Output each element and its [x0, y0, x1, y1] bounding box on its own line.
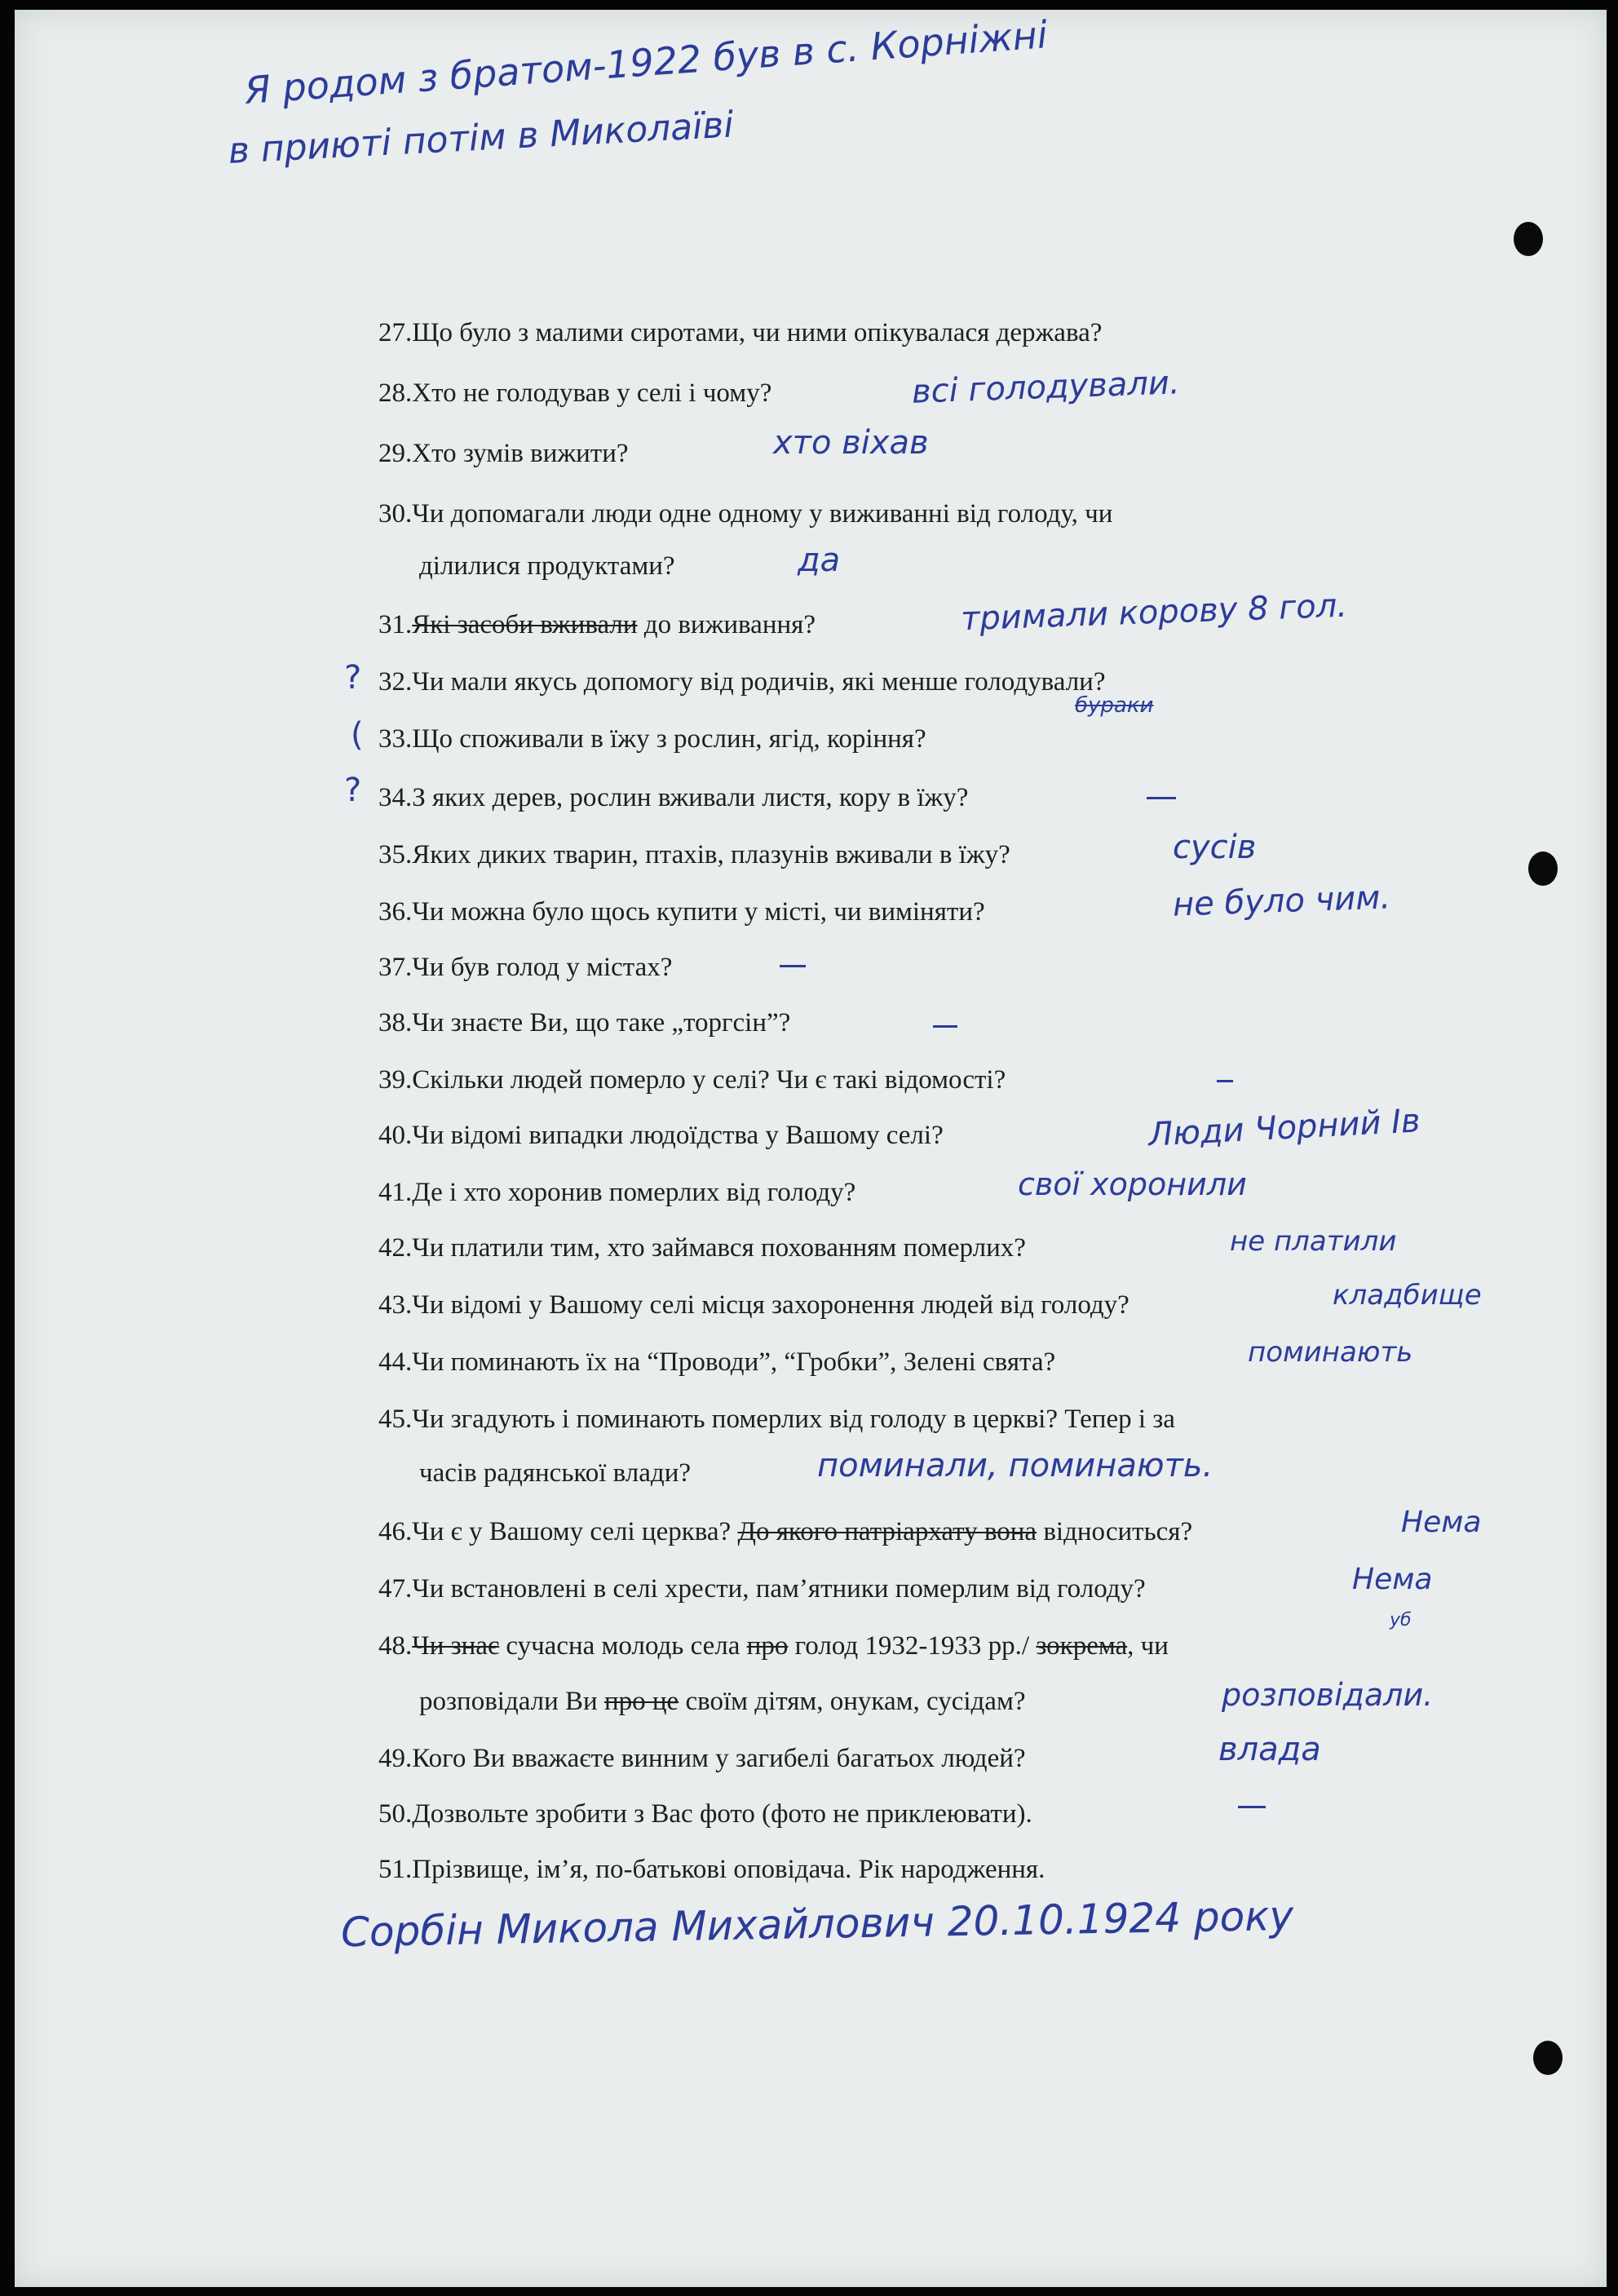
answer-37-dash — [780, 965, 806, 967]
answer-29: хто віхав — [773, 424, 929, 462]
answer-48-caret: уб — [1390, 1610, 1412, 1630]
punch-hole-middle — [1528, 852, 1558, 886]
question-39: 39.Скільки людей померло у селі? Чи є такі відомості? — [378, 1065, 1006, 1095]
answer-49: влада — [1218, 1731, 1321, 1768]
question-29: 29.Хто зумів вижити? — [378, 439, 629, 468]
answer-43: кладбище — [1333, 1279, 1482, 1312]
answer-40: Люди Чорний Ів — [1147, 1102, 1421, 1154]
question-28: 28.Хто не голодував у селі і чому? — [378, 378, 772, 408]
answer-34-dash — [1147, 797, 1176, 799]
answer-30: да — [798, 542, 841, 579]
question-32: 32.Чи мали якусь допомогу від родичів, які менше голодували? — [378, 667, 1106, 697]
punch-hole-top — [1514, 222, 1543, 256]
answer-41: свої хоронили — [1018, 1166, 1247, 1202]
question-30: 30.Чи допомагали люди одне одному у виживанні від голоду, чи — [378, 499, 1113, 529]
header-note-line2: в приюті потім в Миколаїві — [227, 104, 735, 172]
answer-44: поминають — [1248, 1336, 1413, 1369]
question-31: 31.Які засоби вживали до виживання? — [378, 610, 816, 639]
answer-50-dash — [1238, 1806, 1266, 1808]
question-38: 38.Чи знаєте Ви, що таке „торгсін”? — [378, 1008, 791, 1037]
answer-35: сусів — [1173, 829, 1257, 866]
answer-39-dash — [1217, 1080, 1233, 1082]
answer-45: поминали, поминають. — [817, 1447, 1214, 1484]
answer-31: тримали корову 8 гол. — [960, 586, 1348, 639]
answer-33-struck: бураки — [1075, 693, 1154, 718]
question-27: 27.Що було з малими сиротами, чи ними опікувалася держава? — [378, 318, 1103, 347]
answer-42: не платили — [1230, 1225, 1397, 1258]
answer-28: всі голодували. — [911, 364, 1181, 411]
question-35: 35.Яких диких тварин, птахів, плазунів вживали в їжу? — [378, 840, 1010, 869]
punch-hole-bottom — [1533, 2041, 1563, 2075]
question-50: 50.Дозвольте зробити з Вас фото (фото не приклеювати). — [378, 1799, 1032, 1829]
answer-48: розповідали. — [1222, 1677, 1434, 1713]
question-30-continued: ділилися продуктами? — [419, 551, 675, 581]
margin-question-mark-2: ? — [344, 772, 362, 809]
header-note-line1: Я родом з братом-1922 був в с. Корніжні — [243, 12, 1050, 113]
answer-36: не було чим. — [1172, 878, 1391, 924]
question-42: 42.Чи платили тим, хто займався похованням померлих? — [378, 1233, 1026, 1263]
question-33: 33.Що споживали в їжу з рослин, ягід, коріння? — [378, 724, 926, 754]
margin-question-mark: ? — [344, 659, 362, 697]
signature-line: Сорбін Микола Михайлович 20.10.1924 року — [340, 1891, 1294, 1957]
question-44: 44.Чи поминають їх на “Проводи”, “Гробки”, Зелені свята? — [378, 1347, 1056, 1377]
question-37: 37.Чи був голод у містах? — [378, 953, 673, 982]
question-43: 43.Чи відомі у Вашому селі місця захоронення людей від голоду? — [378, 1290, 1130, 1320]
answer-46: Нема — [1401, 1506, 1482, 1539]
question-41: 41.Де і хто хоронив померлих від голоду? — [378, 1178, 856, 1207]
question-34: 34.З яких дерев, рослин вживали листя, кору в їжу? — [378, 783, 969, 812]
question-48: 48.Чи знає сучасна молодь села про голод 1932-1933 рр./ зокрема, чи — [378, 1631, 1169, 1661]
margin-bracket: ( — [351, 716, 364, 754]
question-51: 51.Прізвище, ім’я, по-батькові оповідача. Рік народження. — [378, 1855, 1046, 1884]
question-45: 45.Чи згадують і поминають померлих від голоду в церкві? Тепер і за — [378, 1405, 1175, 1434]
question-49: 49.Кого Ви вважаєте винним у загибелі багатьох людей? — [378, 1744, 1026, 1773]
answer-38-dash — [933, 1025, 957, 1028]
question-36: 36.Чи можна було щось купити у місті, чи виміняти? — [378, 897, 985, 927]
question-47: 47.Чи встановлені в селі хрести, пам’ятники померлим від голоду? — [378, 1574, 1146, 1604]
answer-47: Нема — [1352, 1563, 1433, 1596]
document-page — [15, 10, 1607, 2287]
question-46: 46.Чи є у Вашому селі церква? До якого патріархату вона відноситься? — [378, 1517, 1193, 1546]
question-40: 40.Чи відомі випадки людоїдства у Вашому селі? — [378, 1121, 944, 1150]
question-48-continued: розповідали Ви про це своїм дітям, онукам, сусідам? — [419, 1687, 1026, 1716]
question-45-continued: часів радянської влади? — [419, 1458, 691, 1488]
